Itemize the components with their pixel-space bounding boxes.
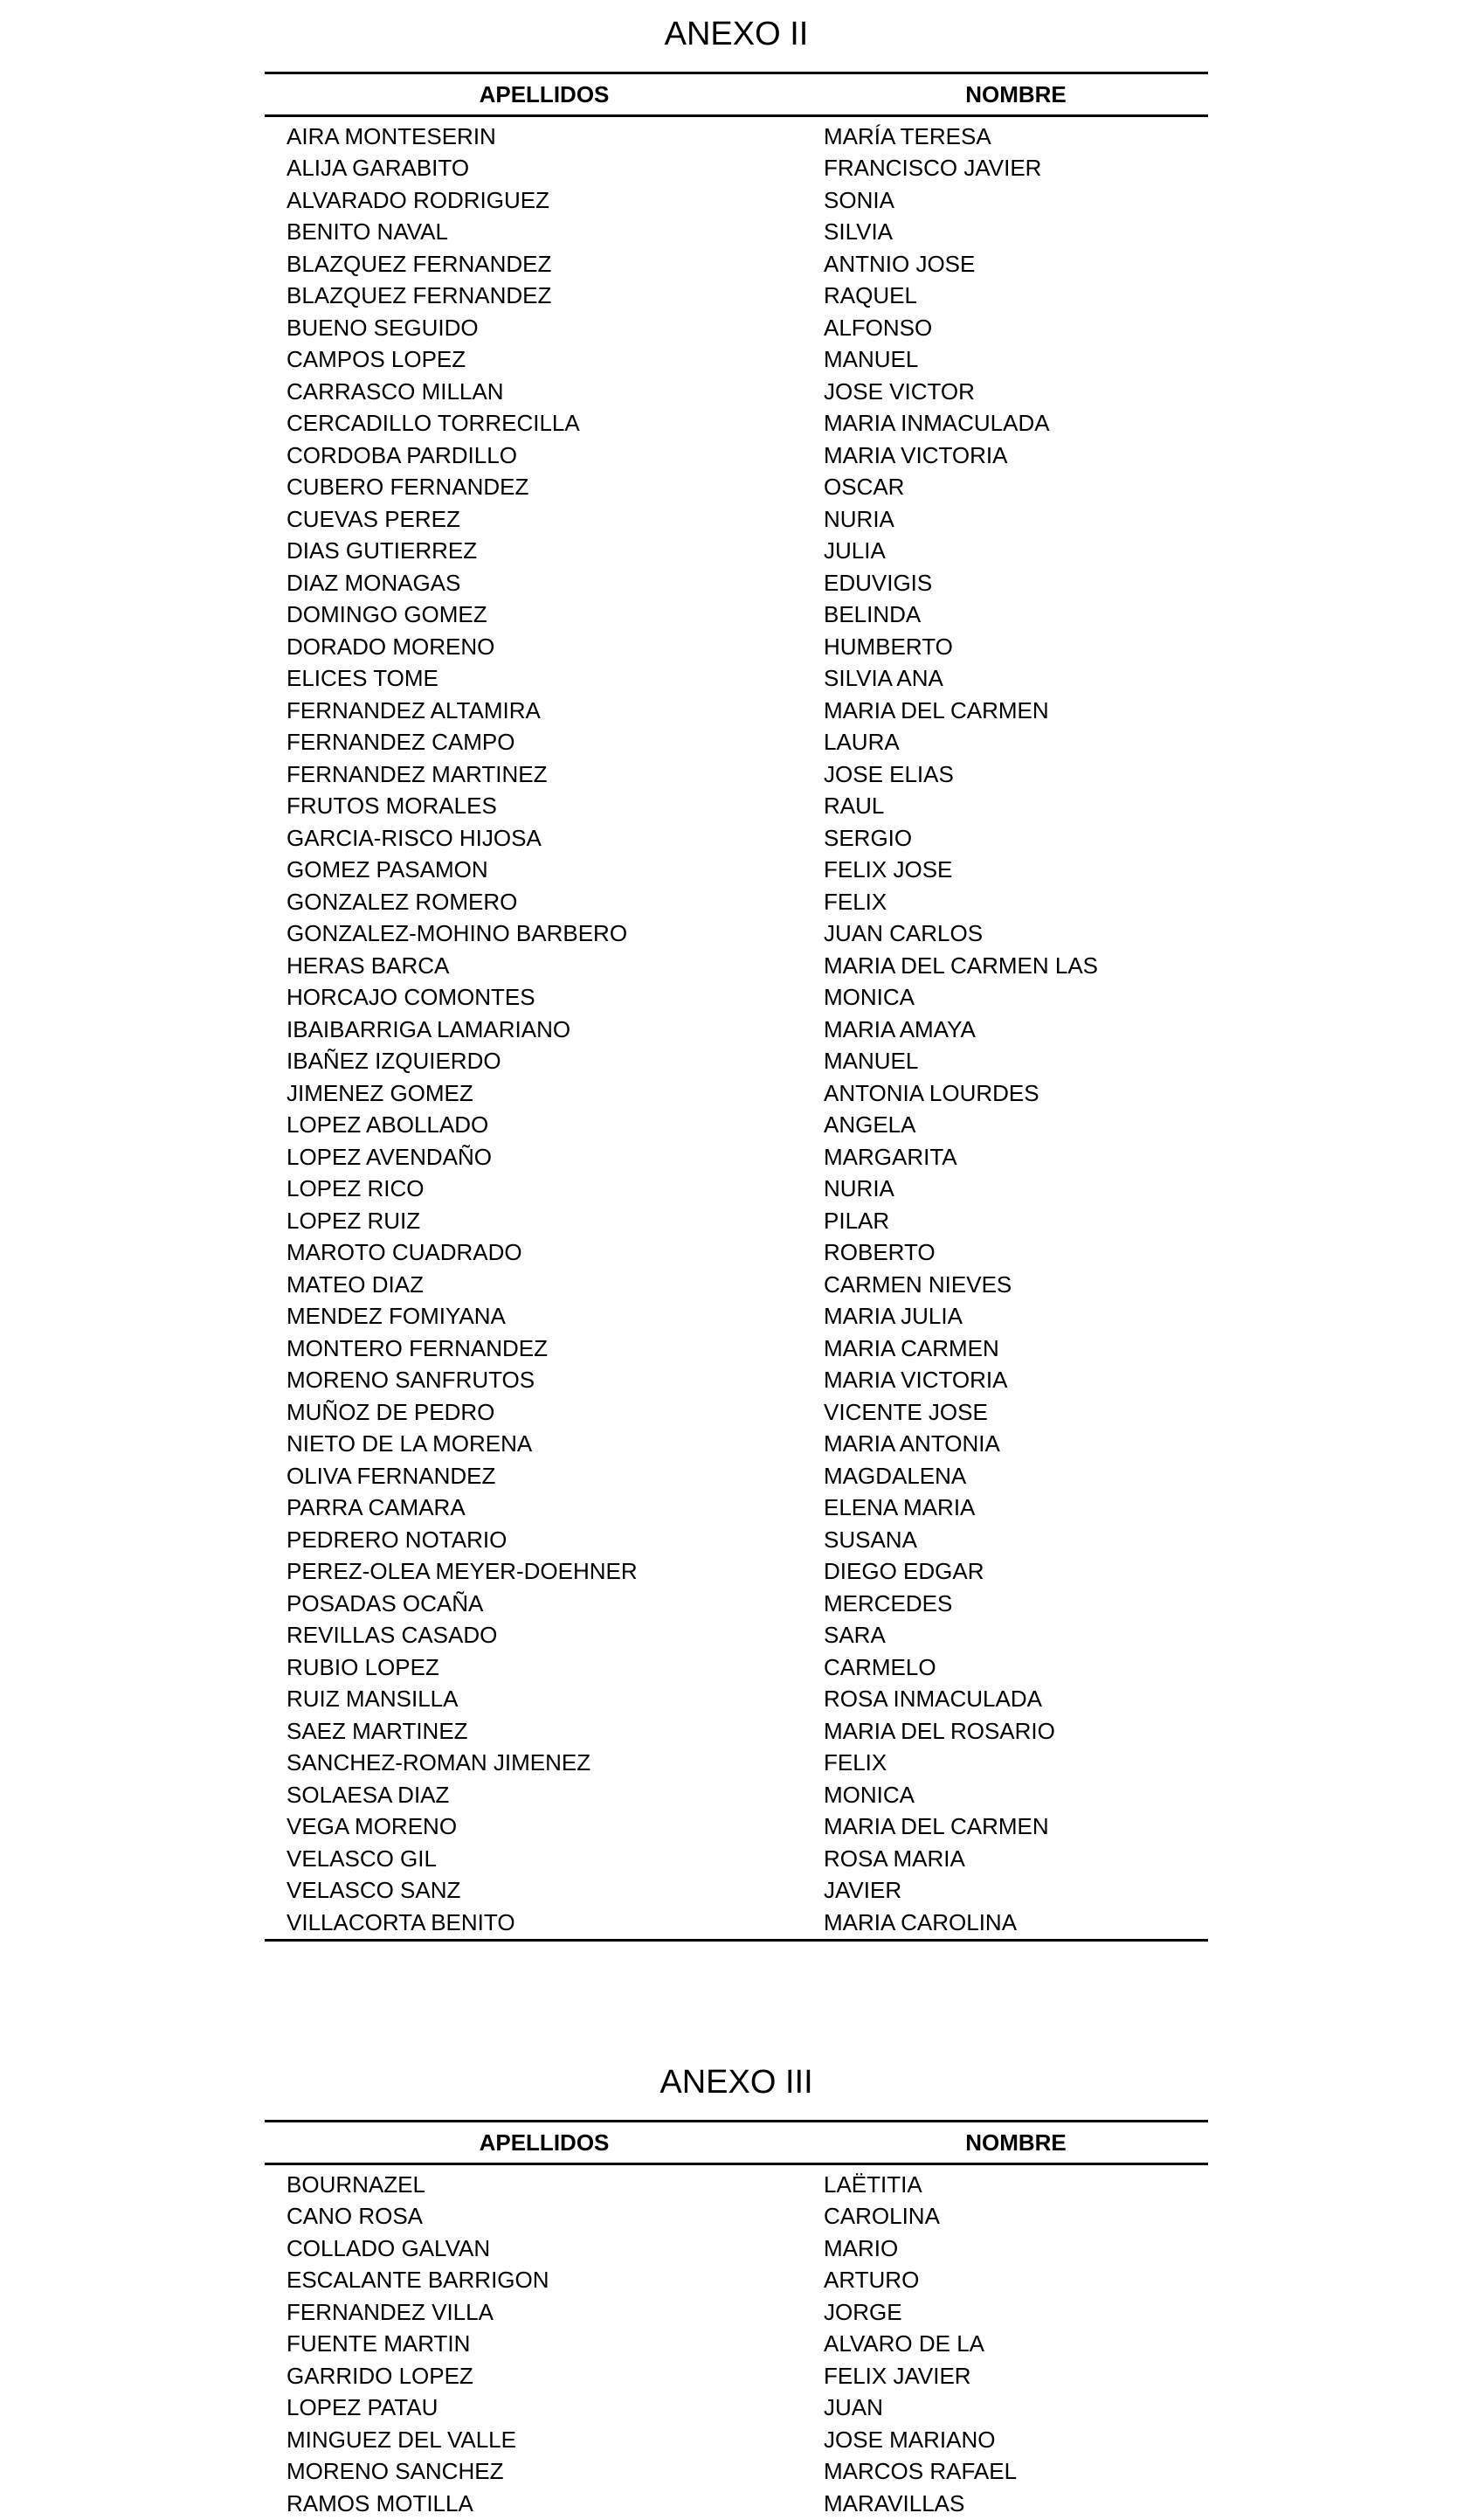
table-row bbox=[265, 472, 1208, 504]
table-row bbox=[265, 855, 1208, 887]
table-row bbox=[265, 695, 1208, 727]
nombre-cell: JUAN bbox=[824, 2394, 883, 2421]
nombre-cell: SONIA bbox=[824, 186, 894, 213]
annex-ii-table bbox=[265, 72, 1208, 1942]
table-row bbox=[265, 536, 1208, 568]
table-row bbox=[265, 1110, 1208, 1142]
nombre-cell: MARIA DEL CARMEN bbox=[824, 1813, 1049, 1840]
table-row bbox=[265, 2296, 1208, 2329]
nombre-cell: MARIA JULIA bbox=[824, 1303, 963, 1330]
nombre-cell: MONICA bbox=[824, 984, 915, 1011]
nombre-cell: SUSANA bbox=[824, 1526, 917, 1553]
table-header-row bbox=[265, 73, 1208, 116]
table-row bbox=[265, 1077, 1208, 1110]
table-row bbox=[265, 2456, 1208, 2489]
nombre-cell: MARAVILLAS bbox=[824, 2489, 965, 2517]
nombre-cell: MARIA CARMEN bbox=[824, 1334, 999, 1361]
nombre-cell: ELENA MARIA bbox=[824, 1494, 976, 1521]
apellidos-cell: SOLAESA DIAZ bbox=[287, 1781, 450, 1808]
nombre-cell: JOSE VICTOR bbox=[824, 377, 975, 405]
table-row bbox=[265, 1684, 1208, 1716]
table-row bbox=[265, 1333, 1208, 1365]
nombre-cell: CARMELO bbox=[824, 1653, 936, 1680]
apellidos-cell: LOPEZ ABOLLADO bbox=[287, 1111, 489, 1139]
nombre-cell: MARIA CAROLINA bbox=[824, 1907, 1208, 1940]
nombre-cell: RAQUEL bbox=[824, 282, 917, 309]
apellidos-cell: DORADO MORENO bbox=[287, 633, 495, 660]
apellidos-cell: VELASCO GIL bbox=[287, 1845, 437, 1872]
nombre-cell: MARIA DEL CARMEN bbox=[824, 696, 1049, 723]
apellidos-cell: VEGA MORENO bbox=[287, 1813, 458, 1840]
apellidos-cell: MORENO SANCHEZ bbox=[287, 2458, 504, 2485]
apellidos-cell: DIAS GUTIERREZ bbox=[287, 537, 478, 564]
nombre-cell: RAUL bbox=[824, 793, 885, 820]
table-row bbox=[265, 344, 1208, 377]
apellidos-cell: FRUTOS MORALES bbox=[287, 793, 497, 820]
nombre-cell: NURIA bbox=[824, 505, 894, 532]
table-row bbox=[265, 2392, 1208, 2425]
table-header-row bbox=[265, 2122, 1208, 2164]
apellidos-cell: CORDOBA PARDILLO bbox=[287, 441, 517, 468]
nombre-cell: SERGIO bbox=[824, 824, 913, 851]
apellidos-cell: PEDRERO NOTARIO bbox=[287, 1526, 508, 1553]
nombre-cell: MARIA VICTORIA bbox=[824, 441, 1008, 468]
column-header-nombre: NOMBRE bbox=[965, 80, 1067, 107]
apellidos-cell: FUENTE MARTIN bbox=[287, 2330, 471, 2357]
table-row bbox=[265, 1269, 1208, 1301]
table-row bbox=[265, 1046, 1208, 1078]
apellidos-cell: FERNANDEZ ALTAMIRA bbox=[287, 696, 541, 723]
apellidos-cell: LOPEZ PATAU bbox=[287, 2394, 438, 2421]
nombre-cell: MARÍA TERESA bbox=[824, 122, 991, 149]
apellidos-cell: GARRIDO LOPEZ bbox=[287, 2362, 473, 2389]
nombre-cell: JUAN CARLOS bbox=[824, 920, 984, 947]
table-row bbox=[265, 2360, 1208, 2392]
apellidos-cell: ALVARADO RODRIGUEZ bbox=[287, 186, 549, 213]
table-row bbox=[265, 1556, 1208, 1589]
apellidos-cell: JIMENEZ GOMEZ bbox=[287, 1079, 473, 1106]
table-row bbox=[265, 982, 1208, 1014]
table-row bbox=[265, 758, 1208, 791]
apellidos-cell: FERNANDEZ CAMPO bbox=[287, 729, 515, 756]
table-row bbox=[265, 599, 1208, 632]
annex-ii-table-body bbox=[265, 116, 1208, 1941]
table-row bbox=[265, 2201, 1208, 2233]
table-row bbox=[265, 886, 1208, 918]
apellidos-cell: CUEVAS PEREZ bbox=[287, 505, 460, 532]
column-header-nombre: NOMBRE bbox=[965, 2129, 1067, 2156]
table-row bbox=[265, 1588, 1208, 1620]
nombre-cell: MANUEL bbox=[824, 1048, 919, 1075]
apellidos-cell: FERNANDEZ VILLA bbox=[287, 2298, 494, 2325]
apellidos-cell: GONZALEZ ROMERO bbox=[287, 888, 518, 915]
apellidos-cell: BOURNAZEL bbox=[287, 2170, 425, 2198]
nombre-cell: JOSE ELIAS bbox=[824, 760, 954, 787]
table-row bbox=[265, 1173, 1208, 1206]
apellidos-cell: NIETO DE LA MORENA bbox=[287, 1430, 533, 1457]
table-row bbox=[265, 1492, 1208, 1525]
apellidos-cell: HERAS BARCA bbox=[287, 952, 450, 979]
table-row bbox=[265, 1301, 1208, 1333]
apellidos-cell: CUBERO FERNANDEZ bbox=[287, 474, 529, 501]
apellidos-cell: RUBIO LOPEZ bbox=[287, 1653, 439, 1680]
apellidos-cell: POSADAS OCAÑA bbox=[287, 1589, 484, 1617]
nombre-cell: OSCAR bbox=[824, 474, 905, 501]
apellidos-cell: RUIZ MANSILLA bbox=[287, 1686, 459, 1713]
apellidos-cell: ESCALANTE BARRIGON bbox=[287, 2267, 549, 2294]
table-row bbox=[265, 217, 1208, 249]
nombre-cell: MARIA DEL ROSARIO bbox=[824, 1717, 1055, 1744]
apellidos-cell: PARRA CAMARA bbox=[287, 1494, 466, 1521]
nombre-cell: FELIX bbox=[824, 888, 887, 915]
nombre-cell: JAVIER bbox=[824, 1877, 902, 1904]
apellidos-cell: FERNANDEZ MARTINEZ bbox=[287, 760, 548, 787]
nombre-cell: ANTONIA LOURDES bbox=[824, 1079, 1039, 1106]
nombre-cell: MARGARITA bbox=[824, 1143, 957, 1170]
nombre-cell: SARA bbox=[824, 1622, 886, 1649]
apellidos-cell: DIAZ MONAGAS bbox=[287, 569, 461, 596]
nombre-cell: MARIA AMAYA bbox=[824, 1015, 976, 1042]
table-row bbox=[265, 2488, 1208, 2520]
nombre-cell: MARCOS RAFAEL bbox=[824, 2458, 1018, 2485]
nombre-cell: MARIA ANTONIA bbox=[824, 1430, 1000, 1457]
apellidos-cell: MINGUEZ DEL VALLE bbox=[287, 2426, 516, 2453]
column-header-apellidos: APELLIDOS bbox=[479, 2129, 610, 2156]
apellidos-cell: GARCIA-RISCO HIJOSA bbox=[287, 824, 542, 851]
table-row bbox=[265, 918, 1208, 951]
nombre-cell: ARTURO bbox=[824, 2267, 920, 2294]
apellidos-cell: CARRASCO MILLAN bbox=[287, 377, 504, 405]
table-row bbox=[265, 791, 1208, 823]
table-row bbox=[265, 1524, 1208, 1556]
table-row bbox=[265, 1141, 1208, 1173]
table-row bbox=[265, 663, 1208, 696]
table-row bbox=[265, 1843, 1208, 1875]
table-row bbox=[265, 1429, 1208, 1461]
nombre-cell: SILVIA bbox=[824, 218, 894, 246]
table-row bbox=[265, 312, 1208, 344]
table-row bbox=[265, 1779, 1208, 1811]
table-row bbox=[265, 2233, 1208, 2265]
annex-iii-section bbox=[265, 2057, 1208, 2520]
annex-iii-table-body bbox=[265, 2164, 1208, 2520]
apellidos-cell: MORENO SANFRUTOS bbox=[287, 1367, 535, 1394]
table-row bbox=[265, 248, 1208, 280]
nombre-cell: JOSE MARIANO bbox=[824, 2426, 996, 2453]
nombre-cell: LAURA bbox=[824, 729, 900, 756]
column-header-apellidos: APELLIDOS bbox=[479, 80, 610, 107]
apellidos-cell: MATEO DIAZ bbox=[287, 1270, 424, 1298]
apellidos-cell: VELASCO SANZ bbox=[287, 1877, 461, 1904]
table-row bbox=[265, 727, 1208, 759]
table-row bbox=[265, 376, 1208, 408]
table-row bbox=[265, 1620, 1208, 1652]
apellidos-cell: OLIVA FERNANDEZ bbox=[287, 1462, 496, 1489]
nombre-cell: MERCEDES bbox=[824, 1589, 953, 1617]
table-row bbox=[265, 631, 1208, 663]
apellidos-cell: GONZALEZ-MOHINO BARBERO bbox=[287, 920, 628, 947]
apellidos-cell: HORCAJO COMONTES bbox=[287, 984, 535, 1011]
table-row bbox=[265, 408, 1208, 440]
nombre-cell: ANGELA bbox=[824, 1111, 916, 1139]
nombre-cell: NURIA bbox=[824, 1175, 894, 1202]
table-row bbox=[265, 184, 1208, 217]
apellidos-cell: CAMPOS LOPEZ bbox=[287, 346, 466, 373]
nombre-cell: MANUEL bbox=[824, 346, 919, 373]
table-row bbox=[265, 950, 1208, 982]
nombre-cell: CAROLINA bbox=[824, 2203, 940, 2230]
nombre-cell: EDUVIGIS bbox=[824, 569, 933, 596]
apellidos-cell: ALIJA GARABITO bbox=[287, 155, 470, 182]
apellidos-cell: SAEZ MARTINEZ bbox=[287, 1717, 468, 1744]
nombre-cell: FELIX JAVIER bbox=[824, 2362, 971, 2389]
annex-iii-table bbox=[265, 2120, 1208, 2520]
nombre-cell: VICENTE JOSE bbox=[824, 1398, 988, 1425]
table-row bbox=[265, 116, 1208, 153]
nombre-cell: ROSA MARIA bbox=[824, 1845, 965, 1872]
table-row bbox=[265, 280, 1208, 313]
apellidos-cell: COLLADO GALVAN bbox=[287, 2234, 491, 2261]
table-row bbox=[265, 1907, 1208, 1940]
nombre-cell: FELIX JOSE bbox=[824, 856, 953, 883]
apellidos-cell: AIRA MONTESERIN bbox=[287, 122, 496, 149]
table-row bbox=[265, 2329, 1208, 2361]
nombre-cell: MARIA INMACULADA bbox=[824, 410, 1050, 437]
annex-ii-title: ANEXO II bbox=[664, 16, 809, 52]
table-row bbox=[265, 1651, 1208, 1684]
table-row bbox=[265, 822, 1208, 855]
nombre-cell: ALFONSO bbox=[824, 314, 933, 341]
apellidos-cell: CANO ROSA bbox=[287, 2203, 424, 2230]
table-row bbox=[265, 1205, 1208, 1237]
apellidos-cell: BUENO SEGUIDO bbox=[287, 314, 479, 341]
apellidos-cell: DOMINGO GOMEZ bbox=[287, 601, 487, 628]
nombre-cell: MARIO bbox=[824, 2234, 899, 2261]
nombre-cell: PILAR bbox=[824, 1207, 890, 1234]
table-row bbox=[265, 440, 1208, 472]
apellidos-cell: MAROTO CUADRADO bbox=[287, 1239, 522, 1266]
nombre-cell: FRANCISCO JAVIER bbox=[824, 155, 1042, 182]
table-row bbox=[265, 153, 1208, 185]
table-row bbox=[265, 1237, 1208, 1270]
table-row bbox=[265, 1014, 1208, 1046]
nombre-cell: MARIA VICTORIA bbox=[824, 1367, 1008, 1394]
apellidos-cell: IBAIBARRIGA LAMARIANO bbox=[287, 1015, 571, 1042]
nombre-cell: CARMEN NIEVES bbox=[824, 1270, 1012, 1298]
apellidos-cell: LOPEZ AVENDAÑO bbox=[287, 1143, 493, 1170]
apellidos-cell: ELICES TOME bbox=[287, 665, 438, 692]
apellidos-cell: LOPEZ RICO bbox=[287, 1175, 425, 1202]
annex-ii-section bbox=[265, 9, 1208, 1942]
apellidos-cell: REVILLAS CASADO bbox=[287, 1622, 498, 1649]
apellidos-cell: LOPEZ RUIZ bbox=[287, 1207, 421, 1234]
table-row bbox=[265, 2265, 1208, 2297]
table-row bbox=[265, 1396, 1208, 1429]
apellidos-cell: PEREZ-OLEA MEYER-DOEHNER bbox=[287, 1558, 638, 1585]
nombre-cell: DIEGO EDGAR bbox=[824, 1558, 984, 1585]
apellidos-cell: BLAZQUEZ FERNANDEZ bbox=[287, 282, 552, 309]
apellidos-cell: BENITO NAVAL bbox=[287, 218, 448, 246]
apellidos-cell: RAMOS MOTILLA bbox=[287, 2489, 473, 2517]
nombre-cell: MAGDALENA bbox=[824, 1462, 967, 1489]
table-row bbox=[265, 1460, 1208, 1492]
table-row bbox=[265, 503, 1208, 536]
apellidos-cell: VILLACORTA BENITO bbox=[265, 1907, 824, 1940]
apellidos-cell: BLAZQUEZ FERNANDEZ bbox=[287, 250, 552, 277]
nombre-cell: MARIA DEL CARMEN LAS bbox=[824, 952, 1099, 979]
nombre-cell: BELINDA bbox=[824, 601, 922, 628]
nombre-cell: ALVARO DE LA bbox=[824, 2330, 984, 2357]
table-row bbox=[265, 2164, 1208, 2201]
nombre-cell: LAËTITIA bbox=[824, 2170, 922, 2198]
table-row bbox=[265, 1365, 1208, 1397]
nombre-cell: MONICA bbox=[824, 1781, 915, 1808]
nombre-cell: ROSA INMACULADA bbox=[824, 1686, 1042, 1713]
table-row bbox=[265, 2424, 1208, 2456]
table-row bbox=[265, 567, 1208, 599]
table-row bbox=[265, 1748, 1208, 1780]
nombre-cell: JORGE bbox=[824, 2298, 902, 2325]
nombre-cell: ROBERTO bbox=[824, 1239, 936, 1266]
table-row bbox=[265, 1875, 1208, 1907]
annex-iii-title: ANEXO III bbox=[659, 2064, 813, 2101]
nombre-cell: FELIX bbox=[824, 1749, 887, 1776]
apellidos-cell: MENDEZ FOMIYANA bbox=[287, 1303, 506, 1330]
nombre-cell: HUMBERTO bbox=[824, 633, 953, 660]
apellidos-cell: MUÑOZ DE PEDRO bbox=[287, 1398, 495, 1425]
nombre-cell: ANTNIO JOSE bbox=[824, 250, 976, 277]
apellidos-cell: CERCADILLO TORRECILLA bbox=[287, 410, 580, 437]
apellidos-cell: GOMEZ PASAMON bbox=[287, 856, 488, 883]
table-row bbox=[265, 1811, 1208, 1844]
apellidos-cell: SANCHEZ-ROMAN JIMENEZ bbox=[287, 1749, 591, 1776]
apellidos-cell: MONTERO FERNANDEZ bbox=[287, 1334, 548, 1361]
nombre-cell: JULIA bbox=[824, 537, 886, 564]
apellidos-cell: IBAÑEZ IZQUIERDO bbox=[287, 1048, 501, 1075]
table-row bbox=[265, 1715, 1208, 1748]
nombre-cell: SILVIA ANA bbox=[824, 665, 943, 692]
